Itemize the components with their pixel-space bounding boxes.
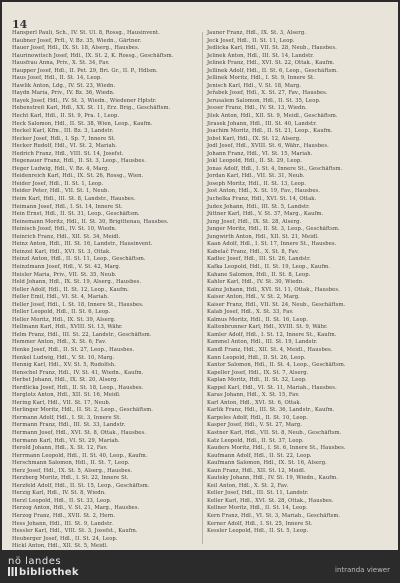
viewer-label[interactable]: intranda viewer	[335, 566, 390, 574]
directory-entry: Herzfeld Adolf, Hdl., II. St. 15, Leop., Geschäftsm.	[12, 482, 150, 489]
directory-entry: Jelinek Anton, Hdl., III. St. 14, Landstr.	[207, 52, 315, 59]
directory-entry: Junger Moritz, Hdl., II. St. 3, Leop., Geschäftsm.	[207, 226, 340, 233]
directory-entry: Haurinowitsch Josef, Hdl., IX. St. 2, K. Rossg., Geschäftsm.	[12, 52, 174, 59]
directory-entry: Kafka Leopold, Hdl., II. St. 19, Leop., Kaufm.	[207, 263, 331, 270]
directory-entry: Heinzel Karl, Hdl., XVI. St. 3, Ottak.	[12, 248, 111, 255]
directory-entry: Kadlec Josef, Hdl., III. St. 26, Landstr.	[207, 256, 311, 263]
directory-entry: Haupper Josef, Hdl., II. Pet. 29, Bri. Gr., II. P., Hdlsm.	[12, 67, 158, 74]
directory-entry: Kessler Leopold, Hdl., II. St. 5, Leop.	[207, 528, 309, 535]
directory-entry: Jungwirth Anton, Hdl., XII. St. 21, Meidl.	[207, 233, 319, 240]
directory-entry: Heim Karl, Hdl., III. St. 8, Landstr., Hausbes.	[12, 196, 136, 203]
directory-entry: Kammel Anton, Hdl., III. St. 19, Landstr.	[207, 339, 318, 346]
directory-entry: Kapeller Josef, Hdl., IX. St. 7, Alserg.	[207, 369, 309, 376]
right-column	[207, 30, 393, 545]
directory-entry: Karlik Franz, Hdl., III. St. 36, Landstr., Kaufm.	[207, 407, 335, 414]
directory-entry: Kautsky Johann, Hdl., IV. St. 19, Wiedn., Kaufm.	[207, 475, 339, 482]
directory-entry: Jauner Franz, Hdl., IX. St. 3, Alserg.	[207, 30, 307, 36]
directory-entry: Heinrich Franz, Hdl., XII. St. 34, Meidl.	[12, 233, 121, 240]
directory-entry: Jodl Josef, Hdl., XVIII. St. 6, Währ., Hausbes.	[207, 143, 329, 150]
directory-entry: Heckel Karl, Kfm., III. Bz. 3, Landstr.	[12, 128, 114, 135]
directory-entry: Hebenstreit Karl, Hdl., XX. St. 11, Erz. Brig., Geschäftsm.	[12, 105, 171, 112]
directory-entry: Herbst Johann, Hdl., IX. St. 20, Alserg.	[12, 377, 119, 384]
directory-entry: Hedrich Franz, Hdl., VIII. St. 14, Josefst.	[12, 150, 124, 157]
directory-entry: Heuberger Josef, Hdl., II. St. 24, Leop.	[12, 535, 118, 542]
directory-entry: Jesser Franz, Hdl., IV. St. 13, Wiedn.	[207, 105, 307, 112]
directory-entry: Kastner Karl, Hdl., VII. St. 8, Neub., Geschäftsm.	[207, 429, 342, 436]
directory-entry: Heller Moritz, Hdl., IX. St. 39, Alserg.	[12, 316, 116, 323]
directory-entry: Hermann Josef, Hdl., XVI. St. 8, Ottak., Hausbes.	[12, 429, 146, 436]
directory-entry: Kaufmann Salomon, Hdl., IX. St. 16, Alserg.	[207, 460, 327, 467]
directory-entry: Haydn Maria, Priv., IV. Bz. 36, Wiedn.	[12, 90, 115, 97]
directory-entry: Kahler Karl, Hdl., IV. St. 30, Wiedn.	[207, 279, 305, 286]
directory-entry: Karl Anton, Hdl., XVI. St. 6, Ottak.	[207, 399, 302, 406]
directory-entry: Heinisch Josef, Hdl., IV. St. 10, Wiedn.	[12, 226, 117, 233]
directory-entry: Jordan Karl, Hdl., VII. St. 31, Neub.	[207, 173, 305, 180]
directory-entry: Hausfrau Anna, Priv., X. St. 34, Fav.	[12, 60, 110, 67]
directory-entry: Kappel Karl, Hdl., VI. St. 11, Mariah., Hausbes.	[207, 384, 337, 391]
directory-entry: Hering Karl, Hdl., VII. St. 17, Neub.	[12, 399, 111, 406]
directory-entry: Heinemann Moritz, Hdl., II. St. 30, Brigittenau, Hausbes.	[12, 218, 169, 225]
directory-entry: Jeck Josef, Hdl., II. St. 11, Leop.	[207, 37, 295, 44]
directory-entry: Hecht Karl, Hdl., II. St. 9, Pra. 1, Leop.	[12, 113, 120, 120]
directory-entry: Jellinek Adolf, Hdl., II. St. 6, Leop., Geschäftsm.	[207, 67, 339, 74]
directory-entry: Hemmer Anton, Hdl., X. St. 6, Fav.	[12, 339, 107, 346]
directory-entry: Kamler Adolf, Hdl., I. St. 12, Innere St., Kaufm.	[207, 331, 337, 338]
directory-entry: Henke Josef, Hdl., II. St. 27, Leop., Hausbes.	[12, 346, 135, 353]
directory-entry: Jirasek Johann, Hdl., III. St. 40, Landstr.	[207, 120, 317, 127]
directory-entry: Henschel Franz, Hdl., IV. St. 41, Wiedn., Kaufm.	[12, 369, 144, 376]
directory-entry: Herzog Franz, Hdl., XVII. St. 2, Hern.	[12, 513, 116, 519]
directory-entry: Jellinek Moritz, Hdl., I. St. 9, Innere St.	[207, 75, 315, 82]
page-number: 14	[12, 18, 28, 31]
document-page	[2, 2, 398, 550]
directory-entry: Helm Franz, Hdl., III. St. 22, Landstr., Geschäftsm.	[12, 331, 152, 338]
directory-entry: Hermann Franz, Hdl., III. St. 33, Landstr.	[12, 422, 126, 429]
directory-entry: Kainz Johann, Hdl., XVI. St. 11, Ottak., Hausbes.	[207, 286, 340, 293]
directory-entry: Herzog Anton, Hdl., V. St. 21, Marg., Hausbes.	[12, 505, 140, 512]
directory-entry: Jost Anton, Hdl., X. St. 19, Fav., Hausbes.	[207, 188, 321, 195]
directory-entry: Hecker Rudolf, Hdl., VI. St. 2, Mariah.	[12, 143, 117, 150]
directory-entry: Keil Anton, Hdl., X. St. 2, Fav.	[207, 482, 289, 489]
directory-entry: Jeřabek Josef, Hdl., X. St. 27, Fav., Hausbes.	[207, 90, 328, 97]
directory-entry: Hawlik Anton, Ldg., IV. St. 23, Wiedn.	[12, 82, 116, 89]
directory-entry: Kaiser Anton, Hdl., V. St. 2, Marg.	[207, 294, 300, 301]
directory-entry: Kaan Adolf, Hdl., I. St. 17, Innere St., Hausbes.	[207, 241, 337, 248]
directory-entry: Jokl Leopold, Hdl., II. St. 29, Leop.	[207, 158, 303, 165]
directory-entry: Kalmus Moritz, Hdl., II. St. 16, Leop.	[207, 316, 308, 323]
directory-entry: Kantor Salomon, Hdl., II. St. 4, Leop., Geschäftsm.	[207, 362, 346, 369]
directory-entry: Johann Franz, Hdl., VI. St. 15, Mariah.	[207, 150, 313, 157]
directory-entry: Kaltenbrunner Karl, Hdl., XVIII. St. 9, Währ.	[207, 324, 328, 331]
directory-entry: Joseph Moritz, Hdl., II. St. 13, Leop.	[207, 180, 307, 187]
directory-entry: Heinzlmann Josef, Hdl., V. St. 42, Marg.	[12, 263, 121, 270]
directory-entry: Kerner Adolf, Hdl., I. St. 25, Innere St.	[207, 520, 313, 527]
directory-entry: Jenisch Karl, Hdl., V. St. 18, Marg.	[207, 82, 301, 89]
directory-entry: Held Johann, Hdl., IX. St. 19, Alserg., Hausbes.	[12, 279, 142, 286]
directory-entry: Joachim Moritz, Hdl., II. St. 21, Leop., Kaufm.	[207, 128, 333, 135]
directory-entry: Jedlicka Karl, Hdl., VII. St. 28, Neub., Hausbes.	[207, 45, 337, 52]
logo-bars-icon	[8, 567, 17, 576]
directory-entry: Keller Karl, Hdl., XVI. St. 28, Ottak., Hausbes.	[207, 497, 334, 504]
logo-bottom-text: bibliothek	[19, 567, 79, 578]
directory-entry: Karpeles Adolf, Hdl., II. St. 10, Leop.	[207, 414, 308, 421]
directory-entry: Heimann Josef, Hdl., I. St. 14, Innere St.	[12, 203, 123, 210]
directory-entry: Kabelač Franz, Hdl., X. St. 8, Fav.	[207, 248, 299, 255]
directory-entry: Kauders Moritz, Hdl., I. St. 6, Innere St., Hausbes.	[207, 445, 346, 452]
directory-entry: Kasper Josef, Hdl., V. St. 27, Marg.	[207, 422, 302, 429]
directory-entry: Herzberg Moritz, Hdl., I. St. 22, Innere St.	[12, 475, 129, 482]
directory-entry: Heider Josef, Hdl., II. St. 1, Leop.	[12, 180, 104, 187]
directory-entry: Heger Ludwig, Hdl., V. Bz. 4, Marg.	[12, 165, 110, 172]
directory-entry: Hellmann Karl, Hdl., XVIII. St. 13, Währ.	[12, 324, 123, 331]
directory-entry: Kaiser Franz, Hdl., VII. St. 24, Neub., Geschäftsm.	[207, 301, 346, 308]
directory-entry: Hessler Karl, Hdl., VIII. St. 3, Josefst., Kaufm.	[12, 528, 138, 535]
directory-entry: Heller Leopold, Hdl., II. St. 6, Leop.	[12, 309, 111, 316]
directory-entry: Kern Franz, Hdl., VI. St. 3, Mariah., Geschäftsm.	[207, 513, 341, 519]
directory-entry: Kaun Franz, Hdl., XII. St. 12, Meidl.	[207, 467, 306, 474]
directory-entry: Heisler Maria, Priv., VII. St. 35, Neub.	[12, 271, 117, 278]
directory-entry: Heinzl Anton, Hdl., II. St. 11, Leop., Geschäftsm.	[12, 256, 146, 263]
directory-entry: Hayek Josef, Hdl., IV. St. 3, Wiedn., Wiedener Hptstr.	[12, 97, 157, 104]
directory-entry: Herzig Karl, Hdl., IV. St. 8, Wiedn.	[12, 490, 106, 497]
directory-entry: Hauer Josef, Hdl., IX. St. 18, Alserg., Hausbes.	[12, 45, 140, 52]
directory-entry: Heck Salomon, Hdl., II. St. 38, Wien, Leop., Kaufm.	[12, 120, 153, 127]
directory-entry: Herglotz Anton, Hdl., XII. St. 16, Meidl.	[12, 392, 121, 399]
directory-entry: Heller Emil, Hdl., VI. St. 4, Mariah.	[12, 294, 109, 301]
directory-entry: Judex Johann, Hdl., III. St. 5, Landstr.	[207, 203, 310, 210]
directory-entry: Jelinek Franz, Hdl., XVI. St. 22, Ottak., Kaufm.	[207, 60, 335, 67]
directory-entry: Jonas Adolf, Hdl., I. St. 4, Innere St., Geschäftsm.	[207, 165, 343, 172]
directory-entry: Herrmann Leopold, Hdl., II. St. 40, Leop., Kaufm.	[12, 452, 148, 459]
directory-entry: Herlinger Moritz, Hdl., II. St. 2, Leop., Geschäftsm.	[12, 407, 153, 414]
directory-entry: Kellner Moritz, Hdl., II. St. 14, Leop.	[207, 505, 308, 512]
directory-entry: Heinz Anton, Hdl., III. St. 16, Landstr., Hausinvent.	[12, 241, 153, 248]
directory-entry: Jüttner Karl, Hdl., V. St. 37, Marg., Kaufm.	[207, 211, 324, 218]
left-column	[12, 30, 198, 550]
directory-entry: Keller Josef, Hdl., III. St. 11, Landstr.	[207, 490, 309, 497]
directory-entry: Heller Josef, Hdl., I. St. 18, Innere St., Hausbes.	[12, 301, 144, 308]
directory-entry: Kandl Franz, Hdl., XII. St. 4, Meidl., Hausbes.	[207, 346, 333, 353]
directory-entry: Karas Johann, Hdl., X. St. 15, Fav.	[207, 392, 300, 399]
logo-top-text: nö landes	[8, 556, 62, 567]
directory-entry: Jerusalem Salomon, Hdl., II. St. 35, Leop.	[207, 97, 321, 104]
directory-entry: Haus Josef, Hdl., II. St. 14, Leop.	[12, 75, 103, 82]
directory-entry: Hein Ernst, Hdl., II. St. 31, Leop., Geschäftsm.	[12, 211, 140, 218]
directory-entry: Kann Leopold, Hdl., II. St. 26, Leop.	[207, 354, 306, 361]
directory-entry: Kaplan Moritz, Hdl., II. St. 32, Leop.	[207, 377, 307, 384]
directory-entry: Herold Johann, Hdl., X. St. 12, Fav.	[12, 445, 108, 452]
column-divider	[202, 32, 203, 544]
directory-entry: Hecker Josef, Hdl., I. Sp. 7, Innere St.	[12, 135, 116, 142]
directory-entry: Hennig Karl, Hdl., XV. St. 5, Rudolfsh.	[12, 362, 116, 369]
directory-entry: Kaufmann Adolf, Hdl., II. St. 22, Leop.	[207, 452, 312, 459]
directory-entry: Herschmann Salomon, Hdl., II. St. 7, Leop.	[12, 460, 130, 467]
directory-entry: Hickl Anton, Hdl., XII. St. 5, Meidl.	[12, 543, 108, 550]
directory-entry: Kahane Salomon, Hdl., II. St. 8, Leop.	[207, 271, 311, 278]
directory-entry: Herz Josef, Hdl., IX. St. 5, Alserg., Hausbes.	[12, 467, 133, 474]
directory-entry: Hegenauer Franz, Hdl., II. St. 3, Leop., Hausbes.	[12, 158, 147, 165]
directory-entry: Heller Adolf, Hdl., II. St. 12, Leop., Kaufm.	[12, 286, 129, 293]
directory-entry: Herdlicka Josef, Hdl., II. St. 18, Leop., Hausbes.	[12, 384, 144, 391]
directory-entry: Hansperl Pauli, Sch., IV. St. Ul. 8, Rossg., Hausinvent.	[12, 30, 160, 36]
directory-entry: Herzl Leopold, Hdl., II. St. 33, Leop.	[12, 497, 112, 504]
directory-entry: Jobst Karl, Hdl., IX. St. 12, Alserg.	[207, 135, 301, 142]
directory-entry: Jung Josef, Hdl., IX. St. 28, Alserg.	[207, 218, 302, 225]
directory-entry: Hermann Adolf, Hdl., I. St. 3, Innere St.	[12, 414, 122, 421]
directory-entry: Henkel Ludwig, Hdl., V. St. 10, Marg.	[12, 354, 115, 361]
directory-entry: Kalab Josef, Hdl., X. St. 33, Fav.	[207, 309, 294, 316]
library-logo[interactable]	[8, 556, 79, 578]
directory-entry: Haubner Josef, Prfl., V. Bz. 35, Wiedn., Gärtner.	[12, 37, 142, 44]
directory-entry: Heidenreich Karl, Hdl., IX. St. 26, Rossg., Wien.	[12, 173, 144, 180]
directory-entry: Hermann Karl, Hdl., VI. St. 29, Mariah.	[12, 437, 120, 444]
directory-entry: Heider Peter, Hdl., VII. St. 1, Neub.	[12, 188, 110, 195]
directory-entry: Katz Leopold, Hdl., II. St. 37, Leop.	[207, 437, 304, 444]
directory-entry: Hess Johann, Hdl., III. St. 9, Landstr.	[12, 520, 114, 527]
directory-entry: Jilek Anton, Hdl., XII. St. 9, Meidl., Geschäftsm.	[207, 113, 338, 120]
directory-entry: Juchelka Franz, Hdl., XVI. St. 14, Ottak.	[207, 196, 317, 203]
